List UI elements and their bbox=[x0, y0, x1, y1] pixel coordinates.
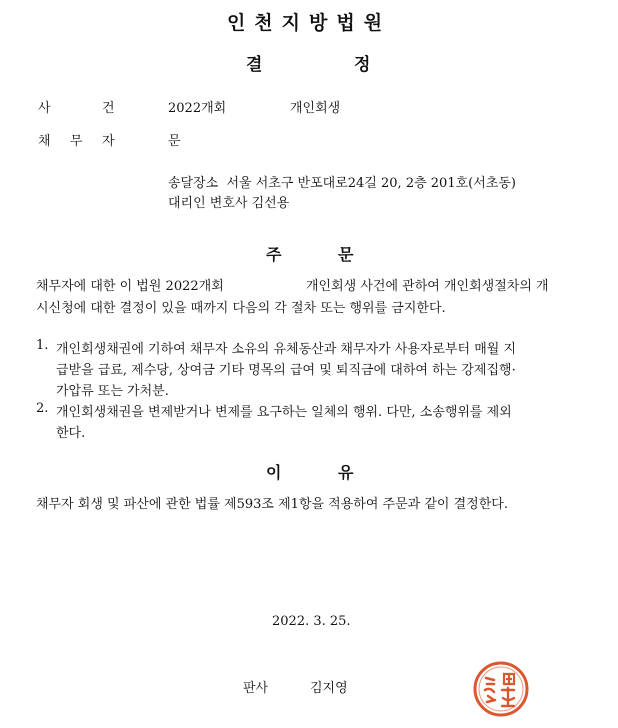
order-intro-line-1b: 개인회생 사건에 관하여 개인회생절차의 개 bbox=[306, 279, 549, 294]
case-label-char-2: 건 bbox=[102, 101, 115, 116]
debtor-label-char-2: 무 bbox=[70, 134, 83, 149]
case-number: 2022개회 bbox=[168, 101, 227, 116]
debtor-label-char-3: 자 bbox=[102, 134, 115, 149]
debtor-name: 문 bbox=[168, 134, 181, 149]
delivery-address: 송달장소 서울 서초구 반포대로24길 20, 2층 201호(서초동) bbox=[168, 176, 516, 191]
court-name: 인천지방법원 bbox=[226, 12, 392, 34]
title-right-char: 정 bbox=[354, 55, 371, 75]
order-item-2-num: 2. bbox=[36, 401, 49, 416]
judge-name: 김지영 bbox=[310, 681, 348, 696]
debtor-label-char-1: 채 bbox=[38, 134, 51, 149]
title-left-char: 결 bbox=[246, 55, 263, 75]
order-intro-line-2: 시신청에 대한 결정이 있을 때까지 다음의 각 절차 또는 행위를 금지한다. bbox=[36, 301, 446, 316]
order-item-2-line-1: 개인회생채권을 변제받거나 변제를 요구하는 일체의 행위. 다만, 소송행위를 제외 bbox=[56, 405, 512, 420]
case-label-char-1: 사 bbox=[38, 101, 51, 116]
order-heading-right: 문 bbox=[338, 245, 354, 264]
order-heading-left: 주 bbox=[266, 245, 282, 264]
judge-label: 판사 bbox=[243, 681, 269, 696]
order-item-1-line-2: 급받을 급료, 제수당, 상여금 기타 명목의 급여 및 퇴직금에 대하여 하는 강제집행· bbox=[56, 363, 516, 378]
order-item-1-num: 1. bbox=[36, 338, 49, 353]
reason-text: 채무자 회생 및 파산에 관한 법률 제593조 제1항을 적용하여 주문과 같이 결정한다. bbox=[36, 497, 508, 512]
order-intro-line-1a: 채무자에 대한 이 법원 2022개회 bbox=[36, 279, 224, 294]
decision-date: 2022. 3. 25. bbox=[272, 614, 351, 629]
order-item-1-line-1: 개인회생채권에 기하여 채무자 소유의 유체동산과 채무자가 사용자로부터 매월 지 bbox=[56, 342, 517, 357]
order-item-1-line-3: 가압류 또는 가처분. bbox=[56, 384, 169, 399]
reason-heading-left: 이 bbox=[266, 463, 282, 482]
case-name: 개인회생 bbox=[290, 101, 341, 116]
order-item-2-line-2: 한다. bbox=[56, 426, 86, 441]
judge-seal-icon bbox=[472, 660, 530, 718]
reason-heading-right: 유 bbox=[338, 463, 354, 482]
agent-lawyer: 대리인 변호사 김선용 bbox=[168, 196, 290, 211]
